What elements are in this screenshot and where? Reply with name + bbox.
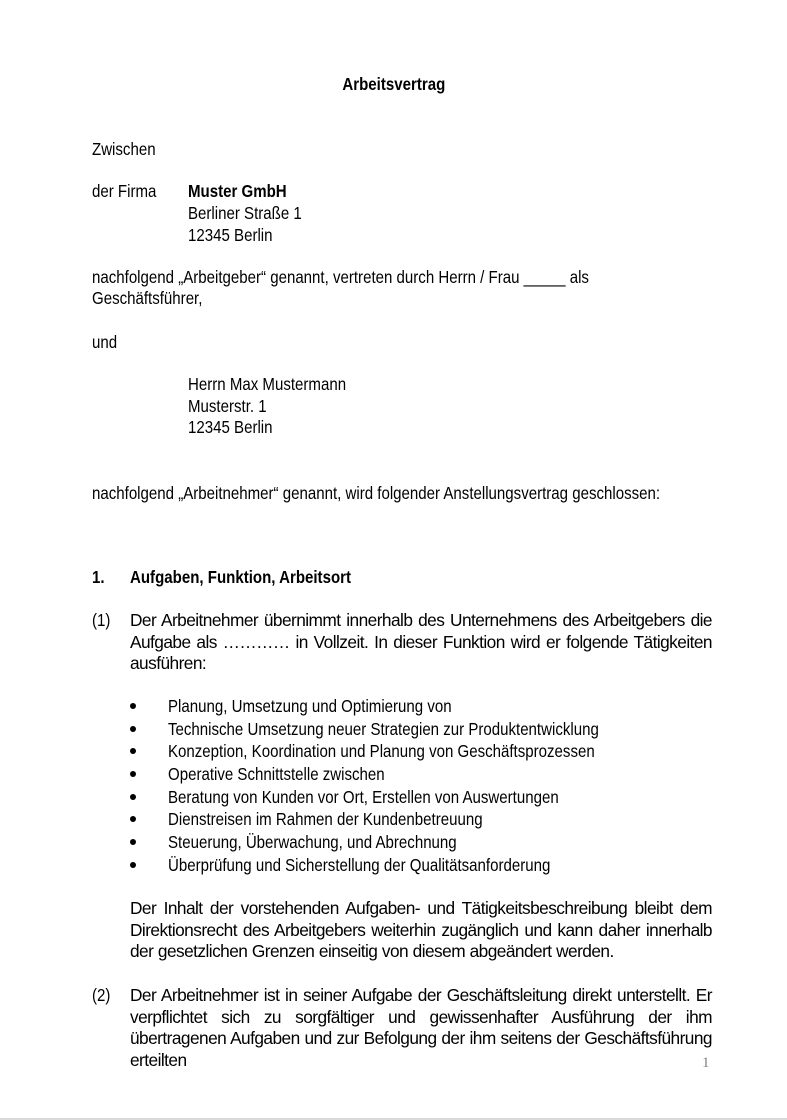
der-firma-label: der Firma [92,181,157,201]
und-label: und [92,332,118,352]
employer-clause-line1: nachfolgend „Arbeitgeber“ genannt, vertreten durch Herrn / Frau _____ als [92,267,589,287]
bullet-text: Operative Schnittstelle zwischen [168,764,385,785]
employer-clause-line2: Geschäftsführer, [92,288,203,308]
employee-clause: nachfolgend „Arbeitnehmer“ genannt, wird folgender Anstellungsvertrag geschlossen: [92,483,661,503]
zwischen-label: Zwischen [92,139,156,159]
paragraph-number-1: (1) [92,610,111,630]
paragraph-1-text: Der Arbeitnehmer übernimmt innerhalb des Unternehmens des Arbeitgebers die Aufgabe als ………… in Vollzeit. In dieser Funktion wird er folgende Tätigkeiten ausführen: [130,610,712,674]
bullet-dot-icon [130,703,136,709]
bullet-dot-icon [130,726,136,732]
bullet-dot-icon [130,816,136,822]
bullet-text: Überprüfung und Sicherstellung der Qualitätsanforderung [168,854,551,875]
paragraph-1-followup: Der Inhalt der vorstehenden Aufgaben- und Tätigkeitsbeschreibung bleibt dem Direktionsrecht des Arbeitgebers weiterhin zugänglich und kann daher innerhalb der gesetzlichen Grenzen einseitig von diesem abgeändert werden. [130,898,712,962]
employer-city: 12345 Berlin [188,225,273,245]
employee-street: Musterstr. 1 [188,396,267,416]
employee-name: Herrn Max Mustermann [188,374,347,394]
paragraph-2-text: Der Arbeitnehmer ist in seiner Aufgabe der Geschäftsleitung direkt unterstellt. Er verpflichtet sich zu sorgfältiger und gewissenhafter Ausführung der ihm übertragenen Aufgaben und zur Befolgung der ihm seitens der Geschäftsführung erteilten [130,985,712,1071]
section-number: 1. [92,567,105,587]
bullet-dot-icon [130,748,136,754]
employer-name: Muster GmbH [188,181,287,201]
bullet-dot-icon [130,794,136,800]
bullet-text: Beratung von Kunden vor Ort, Erstellen von Auswertungen [168,786,559,807]
page-number: 1 [702,1055,710,1071]
bullet-text: Konzeption, Koordination und Planung von Geschäftsprozessen [168,741,595,762]
employer-street: Berliner Straße 1 [188,203,302,223]
bullet-text: Dienstreisen im Rahmen der Kundenbetreuung [168,809,483,830]
section-heading: Aufgaben, Funktion, Arbeitsort [130,567,352,587]
bullet-dot-icon [130,771,136,777]
bullet-dot-icon [130,862,136,868]
document-title: Arbeitsvertrag [342,74,445,94]
paragraph-number-2: (2) [92,985,111,1005]
bullet-text: Planung, Umsetzung und Optimierung von [168,696,452,716]
bullet-text: Steuerung, Überwachung, und Abrechnung [168,832,457,853]
bullet-dot-icon [130,839,136,845]
employee-city: 12345 Berlin [188,417,273,437]
bullet-text: Technische Umsetzung neuer Strategien zur Produktentwicklung [168,718,599,739]
